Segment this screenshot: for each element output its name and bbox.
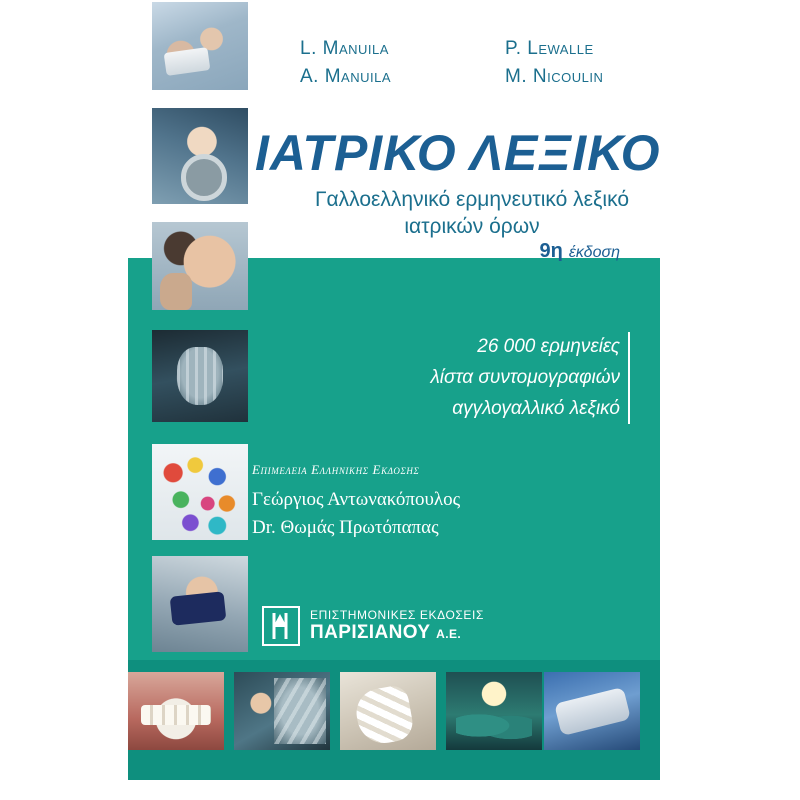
photo-dental-teeth xyxy=(128,672,224,750)
authors-block xyxy=(300,38,660,94)
edition-label xyxy=(440,240,620,263)
photo-operating-theatre xyxy=(446,672,542,750)
feature-item: αγγλογαλλικό λεξικό xyxy=(452,397,620,419)
edition-word: έκδοση xyxy=(568,244,620,261)
editor-name: Dr. Θωμάς Πρωτόπαπας xyxy=(252,516,439,538)
publisher-logo-icon xyxy=(262,606,300,646)
publisher-name: ΠΑΡΙΣΙΑΝΟΥ xyxy=(310,622,431,643)
photo-blood-pressure-cuff xyxy=(152,556,248,652)
author-name: P. Lewalle xyxy=(505,38,594,59)
editors-block xyxy=(252,462,552,541)
editors-label: Επιμελεια Ελληνικης Εκδοσης xyxy=(252,462,420,477)
photo-doctor-stethoscope xyxy=(152,108,248,204)
edition-number: 9η xyxy=(539,240,563,262)
photo-skin-examination xyxy=(152,222,248,310)
feature-item: 26 000 ερμηνείες xyxy=(477,336,620,357)
authors-row xyxy=(300,66,660,88)
photo-patient-blood-pressure xyxy=(152,2,248,90)
photo-bandaged-foot xyxy=(340,672,436,750)
editor-name: Γεώργιος Αντωνακόπουλος xyxy=(252,489,461,510)
publisher-text xyxy=(310,608,484,644)
photo-pills-capsules xyxy=(152,444,248,540)
subtitle-line-2: ιατρικών όρων xyxy=(404,215,540,239)
authors-row xyxy=(300,38,660,60)
publisher-block xyxy=(262,606,484,646)
author-name: L. Manuila xyxy=(300,38,389,59)
author-name: A. Manuila xyxy=(300,66,392,87)
photo-chest-xray xyxy=(152,330,248,422)
book-subtitle xyxy=(282,186,662,241)
book-title: ΙΑΤΡΙΚΟ ΛΕΞΙΚΟ xyxy=(255,125,661,181)
publisher-line-1: ΕΠΙΣΤΗΜΟΝΙΚΕΣ ΕΚΔΟΣΕΙΣ xyxy=(310,608,484,622)
features-list xyxy=(380,332,630,424)
author-name: M. Nicoulin xyxy=(505,66,604,87)
publisher-suffix: Α.Ε. xyxy=(436,627,462,641)
photo-radiologist-xray xyxy=(234,672,330,750)
subtitle-line-1: Γαλλοελληνικό ερμηνευτικό λεξικό xyxy=(314,188,630,211)
feature-item: λίστα συντομογραφιών xyxy=(430,366,620,388)
publisher-line-2 xyxy=(310,622,484,644)
photo-surgical-gloves xyxy=(544,672,640,750)
